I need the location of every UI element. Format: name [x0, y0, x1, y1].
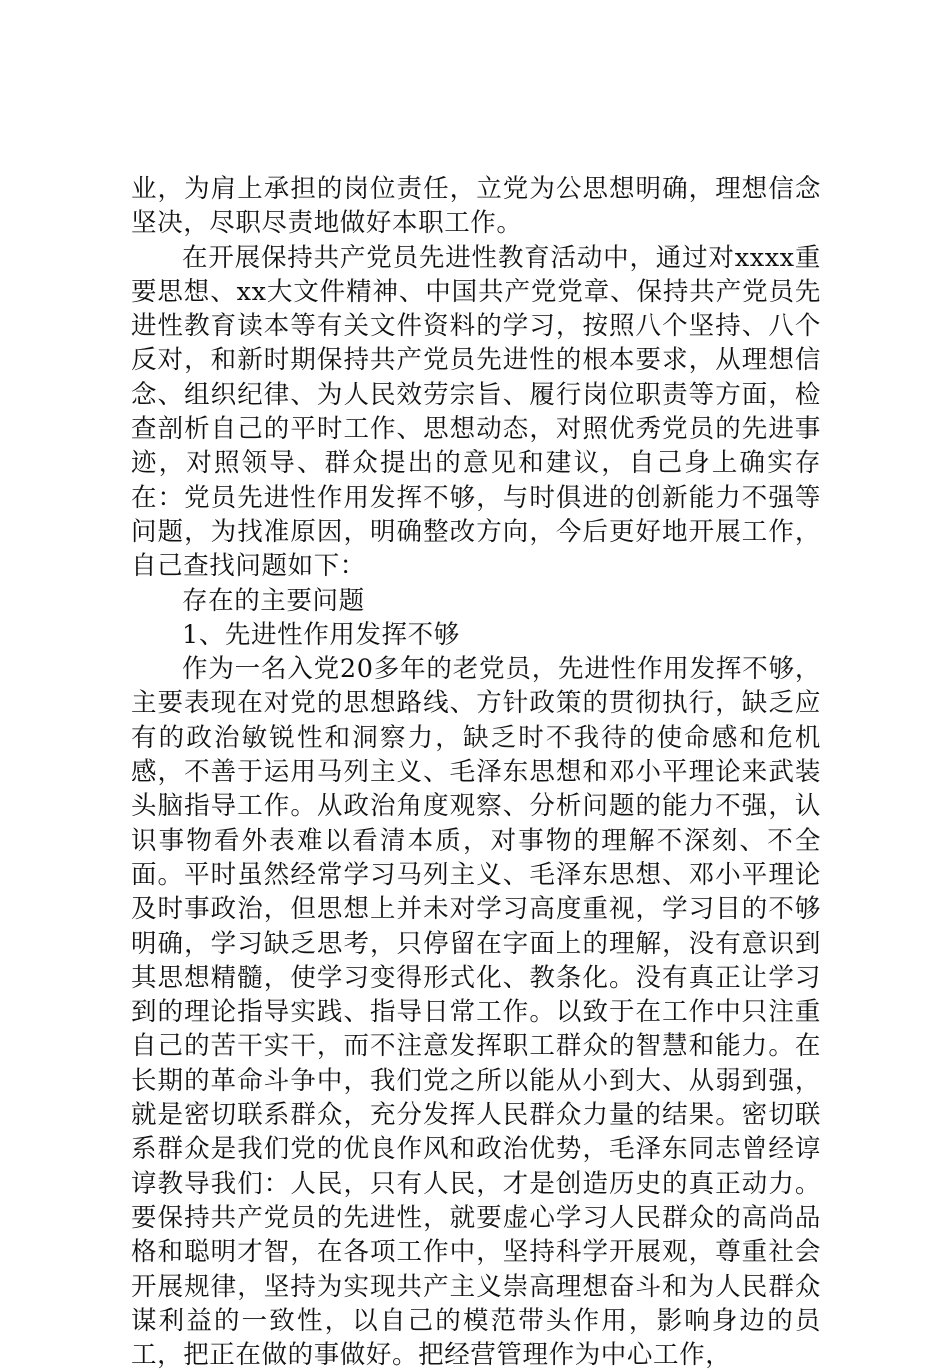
subsection-heading-1: 1、先进性作用发挥不够	[182, 619, 460, 650]
section-heading-main-problems: 存在的主要问题	[182, 585, 365, 616]
document-body	[131, 172, 821, 1372]
paragraph-continuation: 业，为肩上承担的岗位责任，立党为公思想明确，理想信念坚决，尽职尽责地做好本职工作。	[131, 174, 821, 239]
paragraph-activity-review: 在开展保持共产党员先进性教育活动中，通过对xxxx重要思想、xx大文件精神、中国共产党党章、保持共产党员先进性教育读本等有关文件资料的学习，按照八个坚持、八个反对，和新时期保持共产党员先进性的根本要求，从理想信念、组织纪律、为人民效劳宗旨、履行岗位职责等方面，检查剖析自己的平时工作、思想动态，对照优秀党员的先进事迹，对照领导、群众提出的意见和建议，自己身上确实存在：党员先进性作用发挥不够，与时俱进的创新能力不强等问题，为找准原因，明确整改方向，今后更好地开展工作，自己查找问题如下：	[131, 242, 821, 582]
paragraph-problem-1-detail: 作为一名入党20多年的老党员，先进性作用发挥不够，主要表现在对党的思想路线、方针政策的贯彻执行，缺乏应有的政治敏锐性和洞察力，缺乏时不我待的使命感和危机感，不善于运用马列主义、毛泽东思想和邓小平理论来武装头脑指导工作。从政治角度观察、分析问题的能力不强，认识事物看外表难以看清本质，对事物的理解不深刻、不全面。平时虽然经常学习马列主义、毛泽东思想、邓小平理论及时事政治，但思想上并未对学习高度重视，学习目的不够明确，学习缺乏思考，只停留在字面上的理解，没有意识到其思想精髓，使学习变得形式化、教条化。没有真正让学习到的理论指导实践、指导日常工作。以致于在工作中只注重自己的苦干实干，而不注意发挥职工群众的智慧和能力。在长期的革命斗争中，我们党之所以能从小到大、从弱到强，就是密切联系群众，充分发挥人民群众力量的结果。密切联系群众是我们党的优良作风和政治优势，毛泽东同志曾经谆谆教导我们：人民，只有人民，才是创造历史的真正动力。要保持共产党员的先进性，就要虚心学习人民群众的高尚品格和聪明才智，在各项工作中，坚持科学开展观，尊重社会开展规律，坚持为实现共产主义崇高理想奋斗和为人民群众谋利益的一致性，以自己的模范带头作用，影响身边的员工，把正在做的事做好。把经营管理作为中心工作，	[131, 654, 821, 1371]
